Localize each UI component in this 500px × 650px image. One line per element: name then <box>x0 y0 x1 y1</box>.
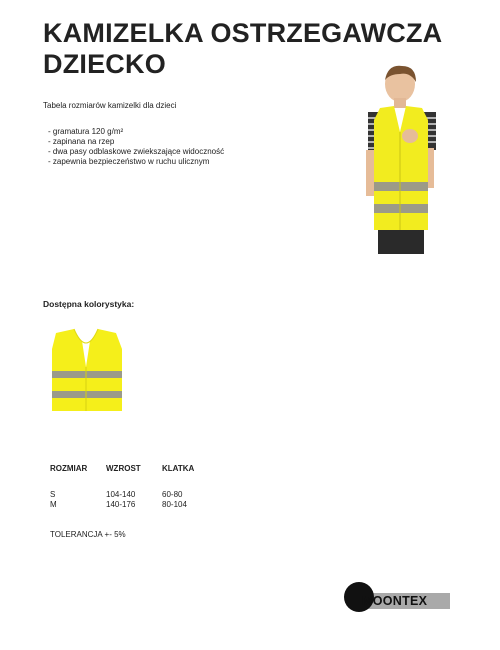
brand-name: MOONTEX <box>362 594 428 608</box>
table-row <box>50 490 222 500</box>
feature-item: - dwa pasy odblaskowe zwiekszające widoczność <box>48 147 224 157</box>
table-row <box>50 500 222 510</box>
cell-size: S <box>50 490 56 499</box>
feature-item: - zapinana na rzep <box>48 137 224 147</box>
vest-color-swatch <box>50 327 123 413</box>
cell-chest: 60-80 <box>162 490 183 499</box>
page-title: KAMIZELKA OSTRZEGAWCZA DZIECKO <box>43 18 442 79</box>
brand-logo <box>344 582 450 614</box>
child-vest-photo <box>350 62 460 262</box>
cell-chest: 80-104 <box>162 500 187 509</box>
col-header-chest: KLATKA <box>162 464 195 473</box>
cell-height: 140-176 <box>106 500 136 509</box>
size-table <box>50 464 222 510</box>
feature-item: - gramatura 120 g/m² <box>48 127 224 137</box>
cell-size: M <box>50 500 57 509</box>
col-header-size: ROZMIAR <box>50 464 88 473</box>
table-header <box>50 464 222 476</box>
feature-item: - zapewnia bezpieczeństwo w ruchu ulicznym <box>48 157 224 167</box>
cell-height: 104-140 <box>106 490 136 499</box>
colors-label: Dostępna kolorystyka: <box>43 299 135 309</box>
subtitle: Tabela rozmiarów kamizelki dla dzieci <box>43 101 177 110</box>
tolerance-note: TOLERANCJA +- 5% <box>50 530 126 539</box>
feature-list <box>48 127 224 167</box>
col-header-height: WZROST <box>106 464 141 473</box>
